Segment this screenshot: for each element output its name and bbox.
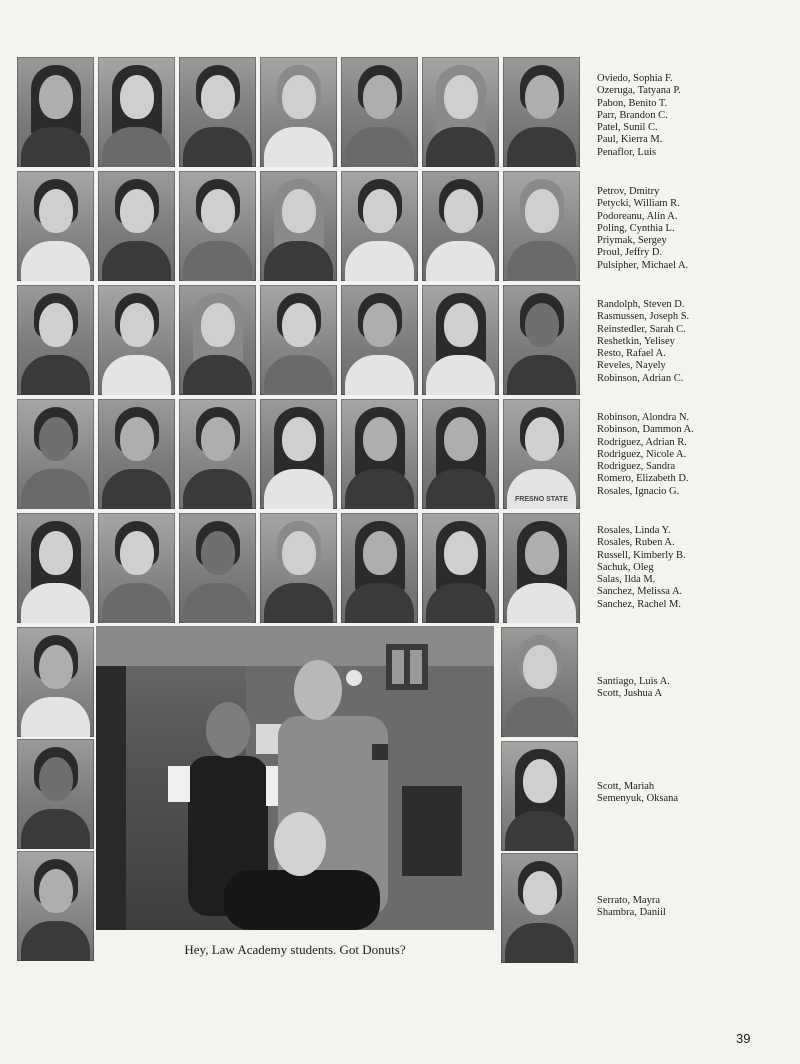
name-list	[597, 412, 797, 498]
student-photo	[260, 57, 337, 167]
student-name: Petycki, William R.	[597, 198, 680, 210]
group-photo	[96, 626, 494, 930]
student-photo	[341, 513, 418, 623]
student-name: Petrov, Dmitry	[597, 186, 660, 197]
student-photo	[422, 57, 499, 167]
student-name: Podoreanu, Alin A.	[597, 210, 678, 222]
shirt-lettering: FRESNO STATE	[514, 496, 569, 503]
student-name: Pulsipher, Michael A.	[597, 259, 689, 271]
student-photo	[341, 285, 418, 395]
student-name: Oviedo, Sophia F.	[597, 73, 673, 84]
student-photo	[17, 627, 94, 737]
student-photo	[98, 513, 175, 623]
student-photo	[98, 399, 175, 509]
student-photo	[98, 57, 175, 167]
student-name: Reshetkin, Yelisey	[597, 335, 675, 347]
student-name: Penaflor, Luis	[597, 146, 657, 158]
student-photo	[260, 285, 337, 395]
student-name: Rodriguez, Sandra	[597, 461, 676, 473]
student-photo	[17, 739, 94, 849]
name-list	[597, 895, 797, 920]
student-photo	[179, 399, 256, 509]
student-name: Shambra, Daniil	[597, 907, 666, 919]
group-photo-caption: Hey, Law Academy students. Got Donuts?	[184, 942, 406, 957]
group-photo-scene	[96, 626, 494, 930]
student-name: Rosales, Ignacio G.	[597, 485, 680, 497]
student-name: Patel, Sunil C.	[597, 122, 658, 134]
student-photo	[501, 627, 578, 737]
student-photo	[341, 171, 418, 281]
student-photo	[341, 57, 418, 167]
student-photo	[260, 171, 337, 281]
student-photo	[260, 399, 337, 509]
student-photo	[341, 399, 418, 509]
student-name: Romero, Elizabeth D.	[597, 473, 689, 485]
student-name: Ozeruga, Tatyana P.	[597, 85, 681, 97]
student-name: Sanchez, Rachel M.	[597, 598, 681, 610]
student-photo	[17, 57, 94, 167]
student-name: Paul, Kierra M.	[597, 134, 663, 146]
student-name: Sanchez, Melissa A.	[597, 586, 683, 598]
student-photo	[179, 513, 256, 623]
name-list	[597, 73, 797, 159]
student-photo	[98, 285, 175, 395]
page-number: 39	[736, 1031, 751, 1046]
student-name: Serrato, Mayra	[597, 895, 660, 906]
student-name: Scott, Mariah	[597, 781, 655, 792]
student-photo	[17, 285, 94, 395]
student-name: Reinstedler, Sarah C.	[597, 323, 686, 335]
student-name: Santiago, Luis A.	[597, 676, 670, 687]
student-photo	[503, 57, 580, 167]
student-name: Priymak, Sergey	[597, 235, 667, 247]
name-list	[597, 299, 797, 385]
student-name: Reveles, Nayely	[597, 360, 666, 372]
student-name: Rosales, Linda Y.	[597, 525, 671, 536]
student-photo	[422, 285, 499, 395]
student-name: Pabon, Benito T.	[597, 97, 668, 109]
student-name: Rodriguez, Adrian R.	[597, 436, 687, 448]
student-photo	[503, 399, 580, 509]
student-photo	[503, 513, 580, 623]
student-photo	[503, 285, 580, 395]
student-photo	[17, 171, 94, 281]
student-name: Scott, Jushua A	[597, 688, 663, 700]
student-name: Parr, Brandon C.	[597, 109, 668, 121]
student-photo	[17, 513, 94, 623]
student-name: Robinson, Dammon A.	[597, 424, 694, 436]
student-name: Salas, Ilda M.	[597, 574, 656, 586]
student-name: Randolph, Steven D.	[597, 299, 685, 310]
student-name: Rodriguez, Nicole A.	[597, 448, 687, 460]
student-photo	[17, 399, 94, 509]
student-photo	[501, 853, 578, 963]
student-photo	[17, 851, 94, 961]
student-photo	[422, 513, 499, 623]
student-name: Sachuk, Oleg	[597, 561, 654, 573]
student-name: Rasmussen, Joseph S.	[597, 311, 690, 323]
student-name: Proul, Jeffry D.	[597, 247, 663, 259]
student-photo	[179, 285, 256, 395]
student-photo	[422, 399, 499, 509]
student-name: Robinson, Adrian C.	[597, 372, 684, 384]
student-name: Poling, Cynthia L.	[597, 222, 675, 234]
student-photo	[422, 171, 499, 281]
student-name: Semenyuk, Oksana	[597, 793, 679, 805]
student-photo	[179, 57, 256, 167]
student-name: Robinson, Alondra N.	[597, 412, 690, 423]
name-list	[597, 525, 797, 611]
name-list	[597, 781, 797, 806]
student-photo	[503, 171, 580, 281]
student-name: Resto, Rafael A.	[597, 348, 666, 360]
name-list	[597, 186, 797, 272]
student-photo	[501, 741, 578, 851]
student-photo	[179, 171, 256, 281]
name-list	[597, 676, 797, 701]
student-name: Russell, Kimberly B.	[597, 549, 686, 561]
student-name: Rosales, Ruben A.	[597, 537, 675, 549]
student-photo	[98, 171, 175, 281]
student-photo	[260, 513, 337, 623]
